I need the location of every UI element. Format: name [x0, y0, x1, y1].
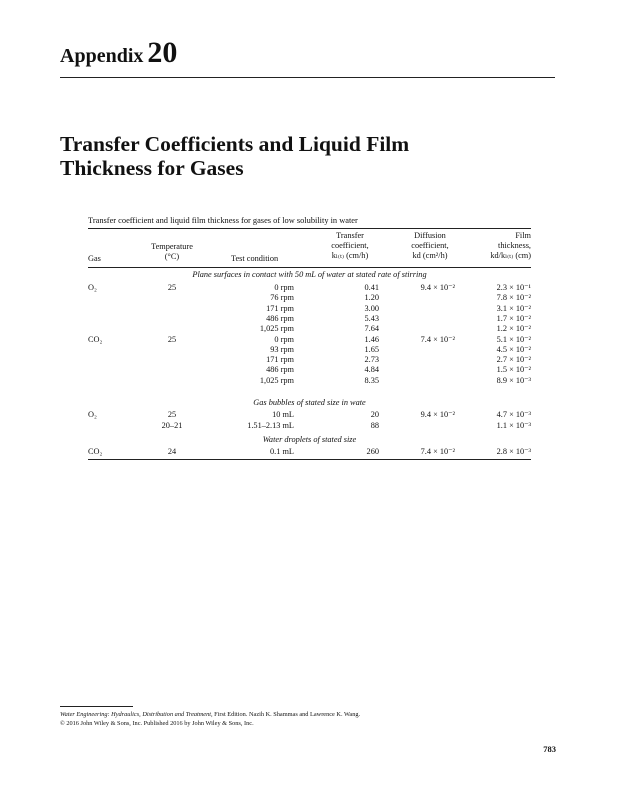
book-title: Water Engineering: Hydraulics, Distribution and Treatment [60, 711, 212, 718]
table-caption: Transfer coefficient and liquid film thickness for gases of low solubility in water [88, 216, 358, 225]
section-title: Plane surfaces in contact with 50 mL of water at stated rate of stirring [192, 270, 427, 279]
section-title: Water droplets of stated size [262, 435, 357, 444]
header-test-condition: Test condition [231, 254, 279, 263]
header-film-thickness: Film thickness, kd/kₗ₍ₜ₎ (cm) [490, 231, 531, 260]
table-top-rule [88, 228, 531, 229]
footnote-rule [60, 706, 133, 707]
header-gas: Gas [88, 254, 101, 263]
header-temperature: Temperature (°C) [151, 242, 193, 261]
section-title: Gas bubbles of stated size in wate [253, 398, 366, 407]
appendix-word: Appendix [60, 45, 144, 67]
page-title [60, 132, 560, 180]
appendix-number: 20 [147, 36, 178, 69]
title-line-1: Transfer Coefficients and Liquid Film [60, 132, 410, 156]
table-header-rule [88, 267, 531, 268]
heading-rule [60, 77, 555, 78]
copyright-footnote: Water Engineering: Hydraulics, Distribution and Treatment, First Edition. Nazih K. Shammas and Lawrence K. Wang. © 2016 John Wiley & Sons, Inc. Published 2016 by John Wiley & Sons, Inc. [60, 711, 361, 727]
title-line-2: Thickness for Gases [60, 156, 244, 180]
appendix-heading [60, 36, 177, 70]
header-transfer-coefficient: Transfer coefficient, kₗ₍ₜ₎ (cm/h) [331, 231, 369, 260]
page-number: 783 [543, 744, 556, 754]
header-diffusion-coefficient: Diffusion coefficient, kd (cm²/h) [411, 231, 449, 260]
table-bottom-rule [88, 459, 531, 460]
